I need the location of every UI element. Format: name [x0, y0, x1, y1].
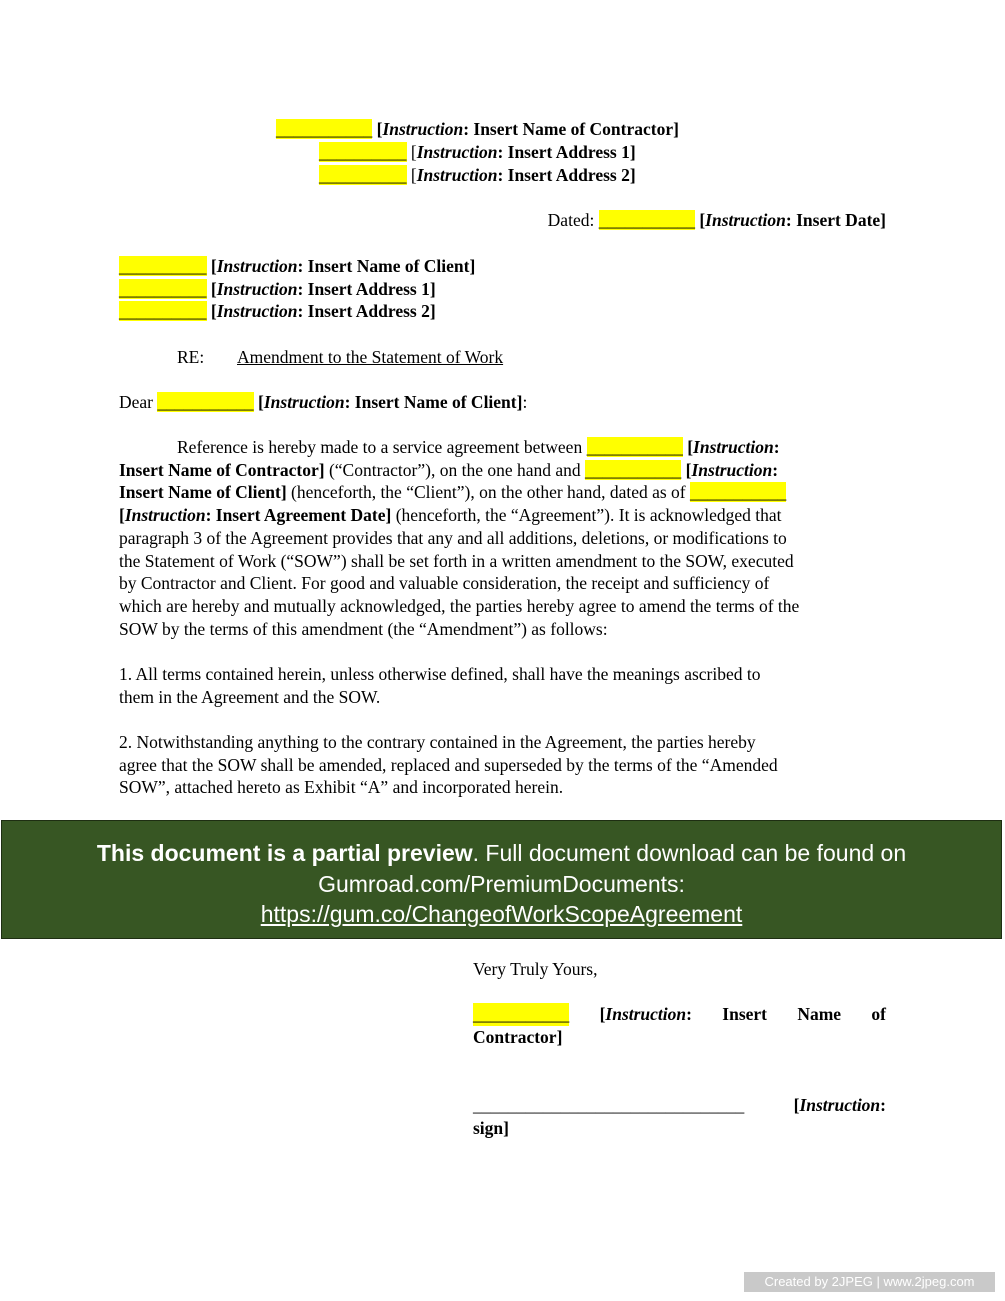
- paragraph-line: paragraph 3 of the Agreement provides that any and all additions, deletions, or modifications to: [119, 527, 787, 548]
- re-line: [177, 346, 204, 369]
- instruction-label: Instruction: [216, 256, 298, 276]
- contractor-name-line: ___________ [Instruction: Insert Name of Contractor]: [276, 119, 679, 139]
- blank-field[interactable]: ___________: [585, 459, 682, 480]
- instruction-label: Instruction: [416, 142, 498, 162]
- sign-instruction: sign]: [473, 1117, 509, 1138]
- item-1: [119, 663, 886, 708]
- re-label: RE:: [177, 347, 205, 367]
- blank-field[interactable]: __________: [119, 279, 207, 299]
- client-name-instruction: Insert Name of Client: [307, 256, 470, 276]
- contractor-address1-instruction: Insert Address 1: [507, 142, 630, 162]
- blank-field[interactable]: ___________: [157, 392, 254, 412]
- paragraph-line: Reference is hereby made to a service agreement between ___________ [Instruction:: [177, 437, 780, 457]
- paragraph-line: which are hereby and mutually acknowledged, the parties hereby agree to amend the terms of the: [119, 595, 800, 616]
- banner-line-1: [2, 838, 1001, 869]
- blank-field[interactable]: __________: [319, 142, 407, 162]
- instruction-label: Instruction: [705, 210, 786, 230]
- paragraph-line: [Instruction: Insert Agreement Date] (henceforth, the “Agreement”). It is acknowledged that: [119, 505, 782, 526]
- contractor-address2-instruction: Insert Address 2: [507, 165, 630, 185]
- paragraph-line: the Statement of Work (“SOW”) shall be set forth in a written amendment to the SOW, executed: [119, 550, 794, 571]
- sign-block: [473, 1094, 886, 1139]
- blank-field[interactable]: ___________: [473, 1004, 570, 1024]
- item-2: [119, 731, 886, 799]
- signature-line-row: _______________________________ [Instruction:: [473, 1095, 886, 1115]
- download-link[interactable]: https://gum.co/ChangeofWorkScopeAgreement: [260, 901, 743, 927]
- date-instruction: Insert Date: [796, 210, 881, 230]
- banner-line-2: Gumroad.com/PremiumDocuments:: [318, 870, 685, 897]
- dated-label: Dated:: [547, 210, 595, 230]
- instruction-label: Instruction: [382, 119, 464, 139]
- paragraph-line: agree that the SOW shall be amended, replaced and superseded by the terms of the “Amended: [119, 754, 778, 775]
- banner-text: . Full document download can be found on: [472, 840, 907, 866]
- blank-field[interactable]: ___________: [690, 482, 787, 503]
- paragraph-line: by Contractor and Client. For good and valuable consideration, the receipt and sufficiency of: [119, 573, 770, 594]
- sign-off: Very Truly Yours,: [473, 959, 598, 979]
- signature-line[interactable]: _______________________________: [473, 1095, 745, 1115]
- instruction-label: Instruction: [416, 165, 498, 185]
- contractor-signature-line: ___________ [Instruction: Insert Name of: [473, 1004, 886, 1024]
- blank-field[interactable]: ___________: [276, 119, 373, 139]
- paragraph-line: 2. Notwithstanding anything to the contrary contained in the Agreement, the parties hereby: [119, 732, 756, 752]
- salutation-prefix: Dear: [119, 392, 154, 412]
- paragraph-line: SOW”, attached hereto as Exhibit “A” and incorporated herein.: [119, 777, 564, 798]
- blank-field[interactable]: __________: [119, 301, 207, 321]
- paragraph-line: SOW by the terms of this amendment (the “Amendment”) as follows:: [119, 618, 608, 639]
- salutation-instruction: Insert Name of Client: [354, 392, 517, 412]
- dated-line: Dated: ___________ [Instruction: Insert Date]: [547, 210, 886, 230]
- instruction-label: Instruction: [216, 301, 298, 321]
- paragraph-line: Insert Name of Client] (henceforth, the “Client”), on the other hand, dated as of ___________: [119, 482, 787, 503]
- client-address2-line: __________ [Instruction: Insert Address 2]: [119, 301, 436, 321]
- salutation: Dear ___________ [Instruction: Insert Name of Client]:: [119, 392, 528, 412]
- client-address2-instruction: Insert Address 2: [307, 301, 430, 321]
- banner-bold-text: This document is a partial preview: [96, 840, 473, 866]
- client-name-line: __________ [Instruction: Insert Name of Client]: [119, 256, 476, 276]
- preview-banner: [1, 820, 1002, 939]
- re-subject: Amendment to the Statement of Work: [237, 347, 504, 367]
- reference-paragraph: [119, 436, 886, 640]
- paragraph-line: them in the Agreement and the SOW.: [119, 686, 381, 707]
- client-address1-instruction: Insert Address 1: [307, 279, 430, 299]
- instruction-label: Instruction: [263, 392, 345, 412]
- client-address1-line: __________ [Instruction: Insert Address 1]: [119, 279, 436, 299]
- watermark-badge: Created by 2JPEG | www.2jpeg.com: [744, 1272, 995, 1292]
- blank-field[interactable]: ___________: [586, 437, 683, 457]
- contractor-address1-line: __________ [Instruction: Insert Address 1]: [319, 142, 636, 162]
- contractor-signature-block: ___________ [Instruction: Insert Name of Contractor]: [473, 1004, 886, 1047]
- blank-field[interactable]: __________: [319, 165, 407, 185]
- instruction-label: Instruction: [216, 279, 298, 299]
- blank-field[interactable]: ___________: [598, 210, 695, 230]
- contractor-address2-line: __________ [Instruction: Insert Address 2]: [319, 165, 636, 185]
- contractor-name-instruction: Insert Name of Contractor: [473, 119, 674, 139]
- paragraph-line: Insert Name of Contractor] (“Contractor”), on the one hand and ___________ [Instruction:: [119, 459, 779, 480]
- paragraph-line: 1. All terms contained herein, unless otherwise defined, shall have the meanings ascribed to: [119, 664, 761, 684]
- blank-field[interactable]: __________: [119, 256, 207, 276]
